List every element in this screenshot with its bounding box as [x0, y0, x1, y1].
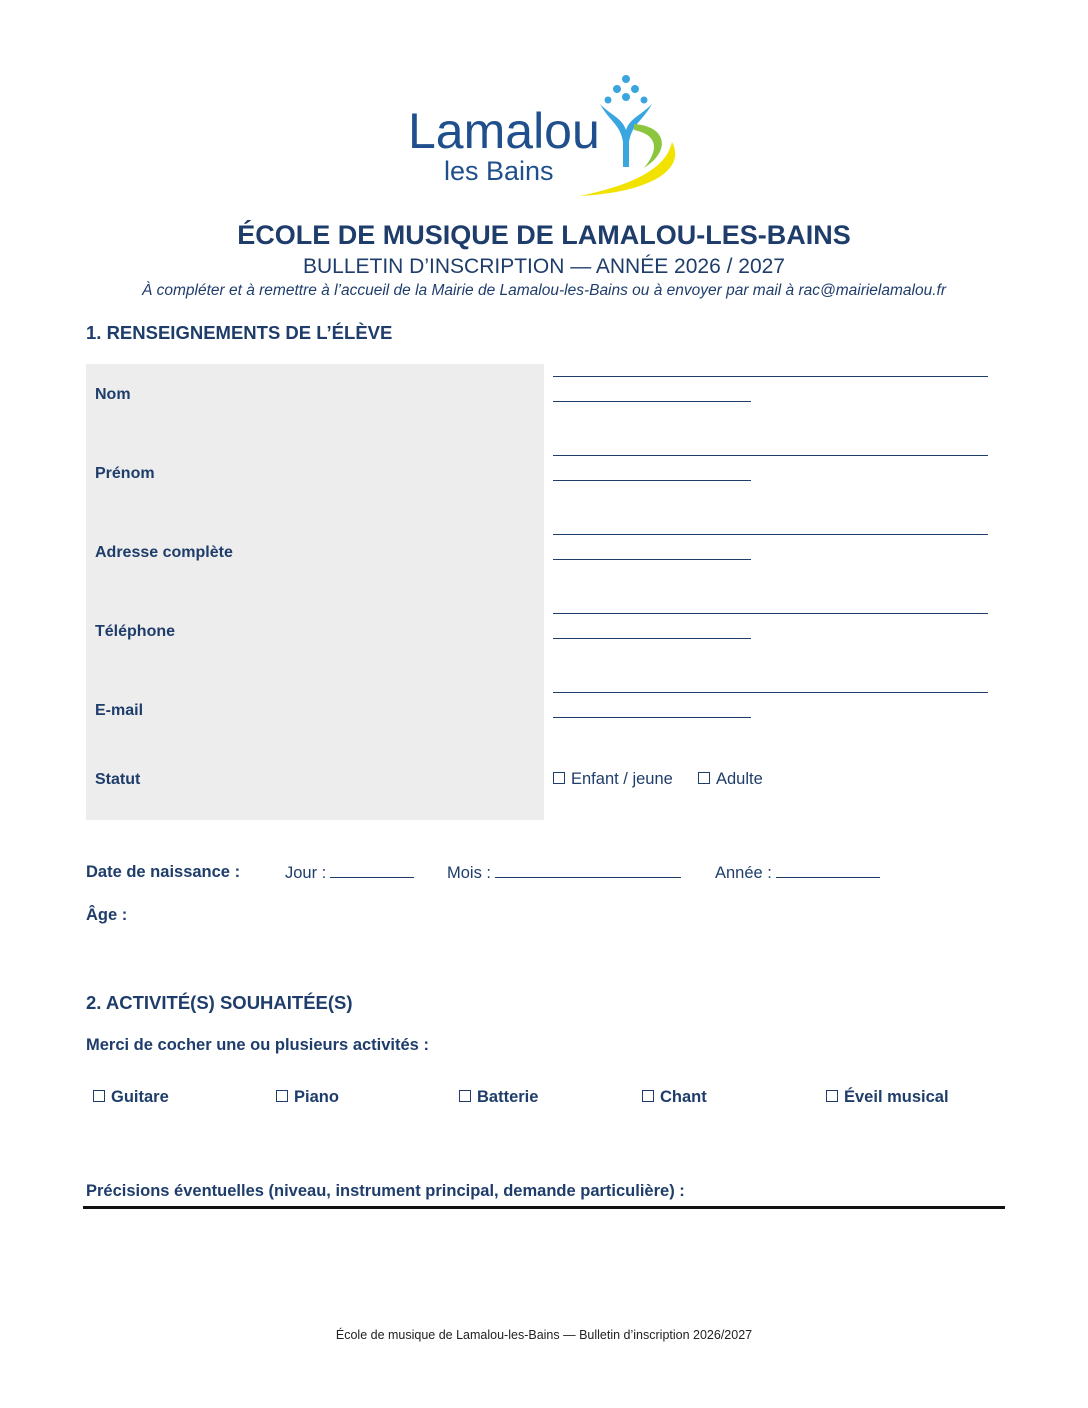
activity-batterie[interactable] — [459, 1088, 538, 1107]
dob-annee-label: Année : — [715, 864, 772, 882]
checkbox-icon[interactable] — [642, 1090, 654, 1102]
logo-wordmark: Lamalou — [408, 103, 600, 159]
adresse-input-line[interactable] — [553, 534, 988, 535]
activity-label: Chant — [660, 1088, 707, 1106]
page-subtitle: BULLETIN D’INSCRIPTION — ANNÉE 2026 / 2027 — [302, 255, 785, 278]
lamalou-logo — [404, 72, 684, 202]
dob-mois-label: Mois : — [447, 864, 492, 882]
statut-option-label: Enfant / jeune — [571, 770, 673, 788]
email-input-line-2[interactable] — [553, 717, 751, 718]
dob-annee-blank[interactable] — [776, 863, 880, 878]
email-input-line[interactable] — [553, 692, 988, 693]
field-label-prenom: Prénom — [95, 465, 155, 482]
precisions-label: Précisions éventuelles (niveau, instrument principal, demande particulière) : — [86, 1182, 685, 1200]
checkbox-icon[interactable] — [553, 772, 565, 784]
instructions-text: À compléter et à remettre à l’accueil de la Mairie de Lamalou-les-Bains ou à envoyer par mail à rac@mairielamalou.fr — [141, 282, 946, 299]
checkbox-icon[interactable] — [826, 1090, 838, 1102]
field-label-adresse: Adresse complète — [95, 544, 233, 561]
section1-heading: 1. RENSEIGNEMENTS DE L’ÉLÈVE — [86, 322, 393, 343]
prenom-input-line-2[interactable] — [553, 480, 751, 481]
page-title: ÉCOLE DE MUSIQUE DE LAMALOU-LES-BAINS — [237, 220, 851, 250]
section2-heading: 2. ACTIVITÉ(S) SOUHAITÉE(S) — [86, 992, 353, 1013]
prenom-input-line[interactable] — [553, 455, 988, 456]
statut-option-enfant[interactable] — [553, 770, 673, 789]
field-label-telephone: Téléphone — [95, 623, 176, 640]
activity-label: Batterie — [477, 1088, 539, 1106]
activities-instruction: Merci de cocher une ou plusieurs activités : — [86, 1036, 429, 1054]
activity-guitare[interactable] — [93, 1088, 169, 1107]
telephone-input-line-2[interactable] — [553, 638, 751, 639]
nom-input-line[interactable] — [553, 376, 988, 377]
adresse-input-line-2[interactable] — [553, 559, 751, 560]
activity-label: Guitare — [111, 1088, 169, 1106]
checkbox-icon[interactable] — [93, 1090, 105, 1102]
nom-input-line-2[interactable] — [553, 401, 751, 402]
logo-swoosh-green — [634, 124, 662, 168]
dob-jour-blank[interactable] — [330, 863, 414, 878]
activity-eveil-musical[interactable] — [826, 1088, 949, 1107]
activity-chant[interactable] — [642, 1088, 707, 1107]
checkbox-icon[interactable] — [698, 772, 710, 784]
telephone-input-line[interactable] — [553, 613, 988, 614]
activity-label: Éveil musical — [844, 1088, 949, 1106]
statut-option-adulte[interactable] — [698, 770, 763, 789]
dob-jour-label: Jour : — [285, 864, 327, 882]
fountain-icon — [600, 75, 652, 167]
dob-mois-blank[interactable] — [495, 863, 681, 878]
logo-subtitle: les Bains — [444, 156, 554, 186]
checkbox-icon[interactable] — [459, 1090, 471, 1102]
dob-annee-field[interactable] — [715, 863, 880, 883]
activity-label: Piano — [294, 1088, 339, 1106]
dob-mois-field[interactable] — [447, 863, 681, 883]
precisions-input-line[interactable] — [83, 1206, 1005, 1209]
dob-jour-field[interactable] — [285, 863, 414, 883]
page-footer: École de musique de Lamalou-les-Bains — Bulletin d’inscription 2026/2027 — [335, 1328, 753, 1342]
dob-label: Date de naissance : — [86, 863, 241, 881]
field-label-statut: Statut — [95, 771, 141, 788]
field-label-email: E-mail — [95, 702, 144, 719]
age-label: Âge : — [86, 906, 128, 924]
checkbox-icon[interactable] — [276, 1090, 288, 1102]
field-label-nom: Nom — [95, 386, 131, 403]
student-info-panel — [86, 364, 544, 820]
statut-option-label: Adulte — [716, 770, 763, 788]
activity-piano[interactable] — [276, 1088, 339, 1107]
